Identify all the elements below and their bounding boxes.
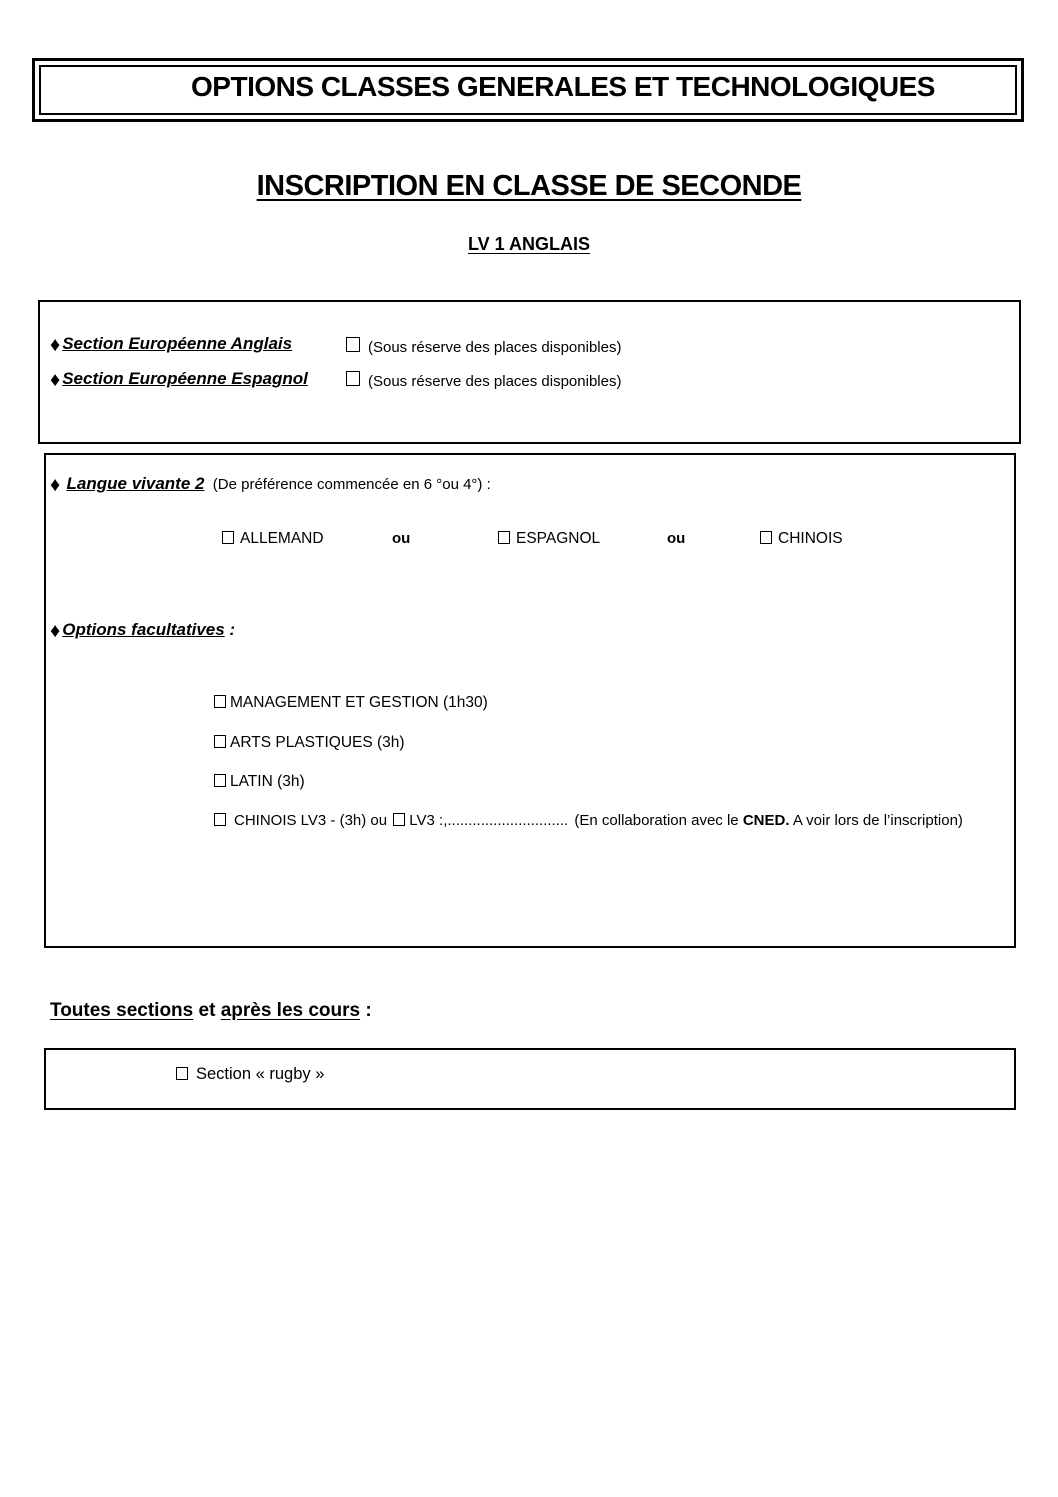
page-subtitle-text: LV 1 ANGLAIS [467, 234, 590, 254]
lv2-note: (De préférence commencée en 6 °ou 4°) : [212, 476, 491, 493]
euro-section-espagnol-option [346, 371, 621, 391]
lv3-note-end: A voir lors de l’inscription) [789, 812, 963, 829]
lv2-separator: ou [392, 530, 411, 547]
diamond-bullet-icon: ♦ [50, 620, 61, 642]
lv2-choice-chinois[interactable] [760, 530, 843, 548]
diamond-bullet-icon: ♦ [50, 474, 61, 496]
option-label: MANAGEMENT ET GESTION (1h30) [230, 694, 488, 711]
euro-section-row-1 [50, 334, 292, 355]
espagnol-checkbox[interactable] [498, 531, 510, 544]
options-colon: : [224, 620, 236, 639]
euro-section-row-2 [50, 369, 308, 390]
lv3-note-start: (En collaboration avec le [574, 812, 743, 829]
banner-title: OPTIONS CLASSES GENERALES ET TECHNOLOGIQUES [191, 71, 935, 102]
euro-anglais-checkbox[interactable] [346, 337, 360, 352]
lv2-label: Langue vivante 2 [66, 474, 205, 493]
footer-title-part1: Toutes sections [50, 1000, 194, 1021]
option-chinois-lv3 [214, 812, 963, 829]
page-title [0, 170, 1058, 203]
management-checkbox[interactable] [214, 695, 226, 708]
diamond-bullet-icon: ♦ [50, 369, 61, 391]
latin-checkbox[interactable] [214, 774, 226, 787]
page-title-text: INSCRIPTION EN CLASSE DE SECONDE [256, 170, 802, 202]
title-banner [32, 58, 1024, 122]
lv3-label: LV3 :,............................. [409, 812, 569, 829]
euro-section-label: Section Européenne Anglais [62, 334, 293, 353]
euro-section-note: (Sous réserve des places disponibles) [368, 373, 622, 390]
rugby-checkbox[interactable] [176, 1067, 188, 1080]
page-subtitle [0, 234, 1058, 255]
chinois-lv3-label: CHINOIS LV3 - (3h) ou [234, 812, 388, 829]
arts-plastiques-checkbox[interactable] [214, 735, 226, 748]
euro-espagnol-checkbox[interactable] [346, 371, 360, 386]
euro-section-label: Section Européenne Espagnol [62, 369, 308, 388]
lv2-choice-label: ESPAGNOL [516, 530, 601, 547]
footer-title-part3: après les cours [220, 1000, 361, 1021]
options-heading [50, 620, 235, 641]
lv2-separator: ou [667, 530, 686, 547]
euro-section-note: (Sous réserve des places disponibles) [368, 339, 622, 356]
allemand-checkbox[interactable] [222, 531, 234, 544]
option-label: LATIN (3h) [230, 773, 305, 790]
footer-title-part2: et [193, 1000, 221, 1021]
chinois-checkbox[interactable] [760, 531, 772, 544]
option-arts-plastiques[interactable] [214, 734, 405, 752]
footer-title [50, 1000, 372, 1022]
option-latin[interactable] [214, 773, 305, 791]
lv2-choice-label: CHINOIS [778, 530, 843, 547]
lv2-choice-allemand[interactable] [222, 530, 324, 548]
lv2-heading [50, 474, 491, 495]
footer-title-part4: : [360, 1000, 372, 1021]
chinois-lv3-checkbox[interactable] [214, 813, 226, 826]
option-label: ARTS PLASTIQUES (3h) [230, 734, 405, 751]
lv3-note-bold: CNED. [742, 812, 790, 829]
lv3-checkbox[interactable] [393, 813, 405, 826]
lv2-choice-label: ALLEMAND [240, 530, 324, 547]
options-label: Options facultatives [62, 620, 225, 639]
diamond-bullet-icon: ♦ [50, 334, 61, 356]
rugby-label: Section « rugby » [196, 1065, 325, 1083]
option-management[interactable] [214, 694, 488, 712]
rugby-option[interactable] [176, 1065, 324, 1084]
lv2-options-box [44, 453, 1016, 948]
euro-section-anglais-option [346, 337, 621, 357]
lv2-choice-espagnol[interactable] [498, 530, 600, 548]
